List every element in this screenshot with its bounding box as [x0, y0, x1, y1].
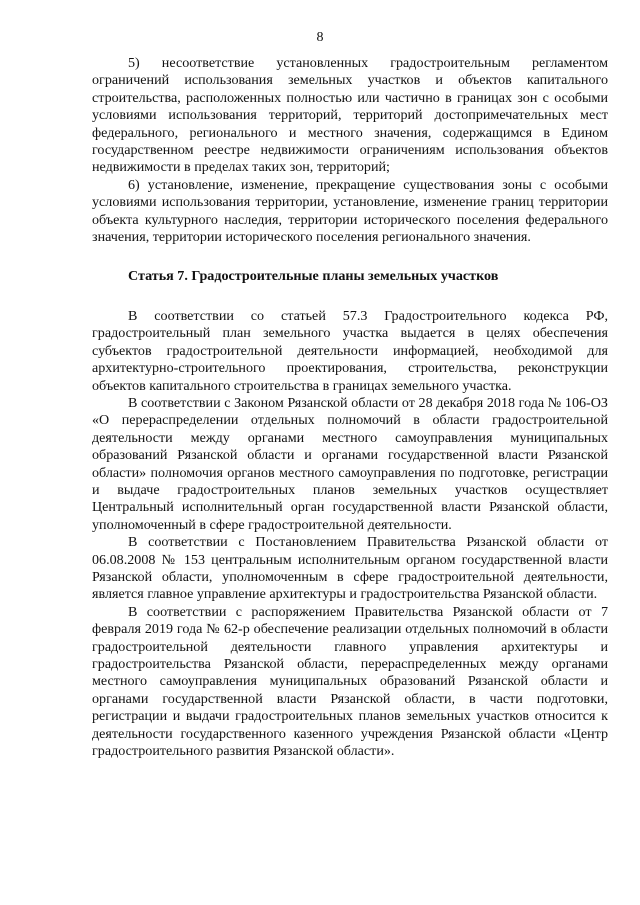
paragraph-article-3: В соответствии с Постановлением Правительства Рязанской области от 06.08.2008 № 153 центральным исполнительным органом государственной власти Рязанской области, уполномоченным в сфере градостроительной деятельности, является главное управление архитектуры и градостроительства Рязанской области. [92, 534, 608, 603]
document-body [92, 55, 608, 760]
paragraph-item-5: 5) несоответствие установленных градостроительным регламентом ограничений использования земельных участков и объектов капитального строительства, расположенных полностью или частично в границах зон с особыми условиями использования территорий, территорий достопримечательных мест федерального, регионального и местного значения, содержащимся в Едином государственном реестре недвижимости ограничениям использования объектов недвижимости в пределах таких зон, территорий; [92, 55, 608, 176]
paragraph-article-4: В соответствии с распоряжением Правительства Рязанской области от 7 февраля 2019 года № 62-р обеспечение реализации отдельных полномочий в области градостроительной деятельности главного управления архитектуры и градостроительства Рязанской области, перераспределенных между органами местного самоуправления муниципальных образований Рязанской области и органами государственной власти Рязанской области, в части подготовки, регистрации и выдачи градостроительных планов земельных участков относится к деятельности государственного казенного учреждения Рязанской области «Центр градостроительного развития Рязанской области». [92, 603, 608, 760]
paragraph-article-1: В соответствии со статьей 57.3 Градостроительного кодекса РФ, градостроительный план земельного участка выдается в целях обеспечения субъектов градостроительной деятельности информацией, необходимой для архитектурно-строительного проектирования, строительства, реконструкции объектов капитального строительства в границах земельного участка. [92, 307, 608, 394]
article-heading: Статья 7. Градостроительные планы земельных участков [128, 268, 499, 285]
paragraph-item-6: 6) установление, изменение, прекращение существования зоны с особыми условиями использования территории, установление, изменение границ территории объекта культурного наследия, территории исторического поселения федерального значения, территории исторического поселения регионального значения. [92, 176, 608, 246]
paragraph-article-2: В соответствии с Законом Рязанской области от 28 декабря 2018 года № 106-ОЗ «О перераспределении отдельных полномочий в области градостроительной деятельности между органами местного самоуправления муниципальных образований Рязанской области и органами государственной власти Рязанской области» полномочия органов местного самоуправления по подготовке, регистрации и выдаче градостроительных планов земельных участков осуществляет Центральный исполнительный орган государственной власти Рязанской области, уполномоченный в сфере градостроительной деятельности. [92, 394, 608, 533]
page-number: 8 [316, 30, 324, 45]
